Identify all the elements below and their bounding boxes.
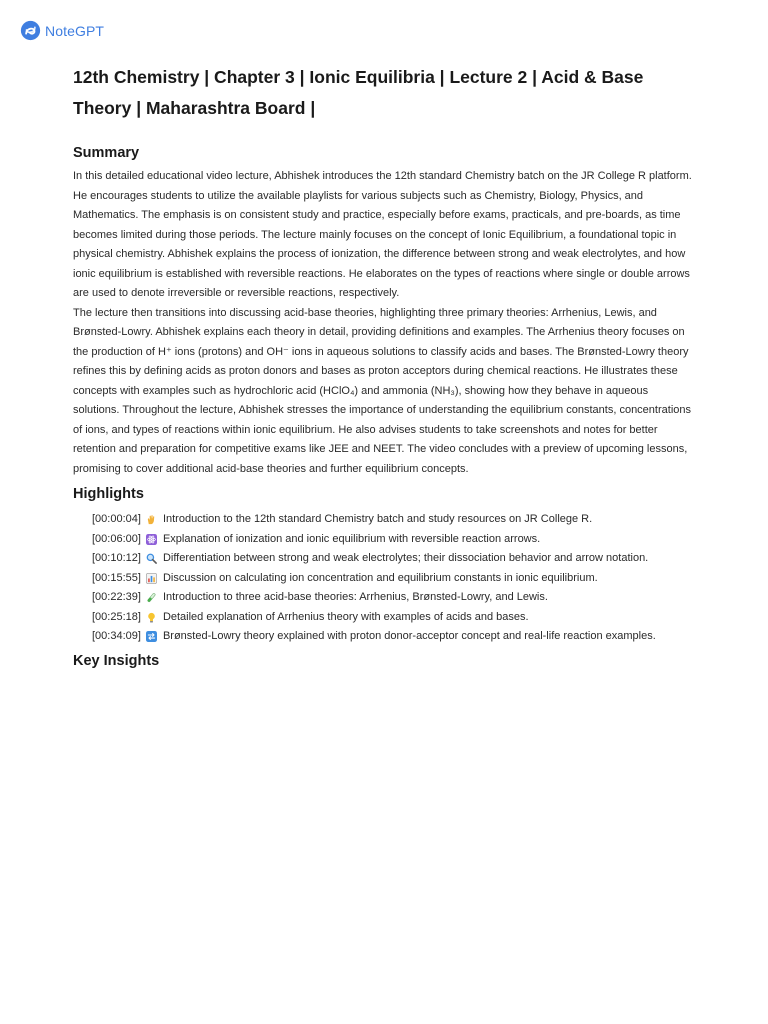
highlight-timestamp[interactable]: [00:34:09] [92, 630, 141, 642]
key-insights-heading: Key Insights [73, 652, 160, 669]
light-bulb-icon [146, 612, 157, 623]
exchange-arrows-icon [146, 631, 157, 642]
brand-header [20, 20, 104, 41]
highlight-text: Discussion on calculating ion concentration and equilibrium constants in ionic equilibrium. [162, 571, 598, 584]
highlight-item [92, 549, 697, 569]
page-title: 12th Chemistry | Chapter 3 | Ionic Equilibria | Lecture 2 | Acid & Base Theory | Maharashtra Board | [73, 67, 644, 118]
highlight-text: Differentiation between strong and weak electrolytes; their dissociation behavior and arrow notation. [162, 552, 649, 564]
highlight-text: Introduction to three acid-base theories: Arrhenius, Brønsted-Lowry, and Lewis. [162, 591, 548, 603]
waving-hand-icon [146, 514, 157, 525]
summary-paragraph: The lecture then transitions into discussing acid-base theories, highlighting three primary theories: Arrhenius, Lewis, and Brønsted-Lowry. Abhishek explains each theory in detail, providing definitions and examples. The Arrhenius theory focuses on the production of H⁺ ions (protons) and OH⁻ ions in aqueous solutions to classify acids and bases. The Brønsted-Lowry theory refines this by defining acids as proton donors and bases as proton acceptors during chemical reactions. He illustrates these concepts with examples such as hydrochloric acid (HClO₄) and ammonia (NH₃), showing how they behave in aqueous solutions. Throughout the lecture, Abhishek stresses the importance of understanding the equilibrium constants, concentrations of ions, and types of reactions within ionic equilibrium. He also advises students to take screenshots and notes for better retention and preparation for competitive exams like JEE and NEET. The video concludes with a preview of upcoming lessons, promising to cover additional acid-base theories and further equilibrium concepts. [73, 306, 691, 475]
highlight-timestamp[interactable]: [00:15:55] [92, 571, 141, 584]
highlight-item [92, 627, 697, 647]
note-content [73, 62, 697, 672]
highlight-timestamp[interactable]: [00:06:00] [92, 532, 141, 545]
highlight-text: Brønsted-Lowry theory explained with proton donor-acceptor concept and real-life reaction examples. [162, 630, 656, 642]
highlight-timestamp[interactable]: [00:25:18] [92, 610, 141, 623]
summary-paragraph: In this detailed educational video lecture, Abhishek introduces the 12th standard Chemistry batch on the JR College R platform. He encourages students to utilize the available playlists for various subjects such as Chemistry, Biology, Physics, and Mathematics. The emphasis is on consistent study and practice, especially before exams, practicals, and pre-boards, as time becomes limited during those periods. The lecture mainly focuses on the concept of Ionic Equilibrium, a foundational topic in physical chemistry. Abhishek explains the process of ionization, the difference between strong and weak electrolytes, and how ionic equilibrium is established with reversible reactions. He elaborates on the types of reactions where single or double arrows are used to denote irreversible or reversible reactions, respectively. [73, 170, 692, 299]
notegpt-logo-icon [20, 20, 41, 41]
highlights-heading: Highlights [73, 486, 144, 502]
summary-text [73, 167, 697, 479]
highlights-list [73, 510, 697, 647]
summary-heading: Summary [73, 145, 140, 161]
highlight-timestamp[interactable]: [00:10:12] [92, 552, 141, 564]
highlight-timestamp[interactable]: [00:00:04] [92, 513, 141, 525]
highlight-text: Introduction to the 12th standard Chemistry batch and study resources on JR College R. [162, 513, 593, 525]
highlight-item [92, 588, 697, 608]
highlight-item [92, 530, 697, 550]
highlight-timestamp[interactable]: [00:22:39] [92, 591, 141, 603]
highlight-text: Detailed explanation of Arrhenius theory with examples of acids and bases. [162, 610, 529, 623]
atom-icon [146, 534, 157, 545]
highlight-item [92, 510, 697, 530]
highlight-item [92, 608, 697, 628]
brand-name: NoteGPT [45, 22, 105, 39]
highlight-item [92, 569, 697, 589]
magnifier-icon [146, 553, 157, 564]
highlight-text: Explanation of ionization and ionic equilibrium with reversible reaction arrows. [162, 532, 541, 545]
test-tube-icon [146, 592, 157, 603]
bar-chart-icon [146, 573, 157, 584]
